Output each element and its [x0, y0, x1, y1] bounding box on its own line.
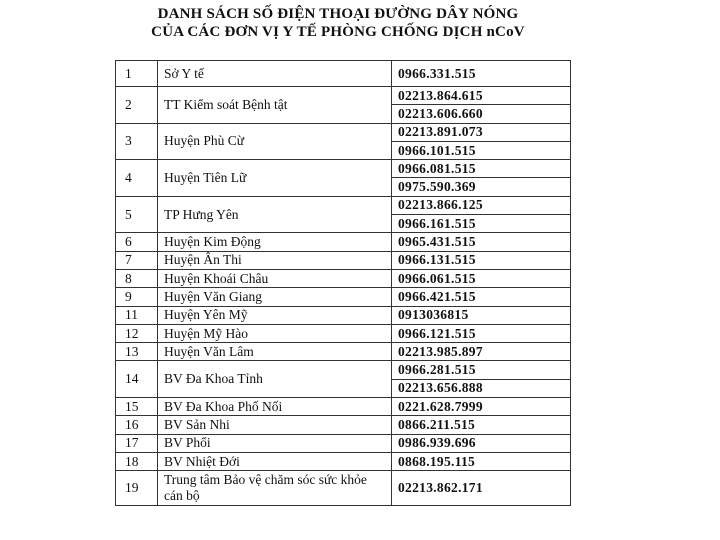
- table-row: [116, 61, 571, 87]
- unit-name-cell: Huyện Kim Động: [158, 233, 392, 251]
- row-number-cell: 15: [116, 398, 158, 416]
- phone-number-cell[interactable]: 02213.891.073: [392, 123, 571, 141]
- unit-name-cell: Huyện Mỹ Hào: [158, 324, 392, 342]
- unit-name-cell: TP Hưng Yên: [158, 196, 392, 233]
- phone-number-cell[interactable]: 0966.281.515: [392, 361, 571, 379]
- table-row: [116, 343, 571, 361]
- phone-number-cell[interactable]: 0868.195.115: [392, 452, 571, 470]
- unit-name-cell: Huyện Văn Lâm: [158, 343, 392, 361]
- phone-number-cell[interactable]: 0966.121.515: [392, 324, 571, 342]
- table-row: [116, 398, 571, 416]
- unit-name-cell: Huyện Ân Thi: [158, 251, 392, 269]
- table-row: [116, 471, 571, 506]
- phone-number-cell[interactable]: 0966.101.515: [392, 141, 571, 159]
- unit-name-cell: BV Phổi: [158, 434, 392, 452]
- table-row: [116, 196, 571, 214]
- phone-number-cell[interactable]: 0966.061.515: [392, 269, 571, 287]
- document-title-line-2: CỦA CÁC ĐƠN VỊ Y TẾ PHÒNG CHỐNG DỊCH nCoV: [151, 24, 525, 40]
- table-row: [116, 269, 571, 287]
- row-number-cell: 19: [116, 471, 158, 506]
- phone-number-cell[interactable]: 02213.864.615: [392, 87, 571, 105]
- row-number-cell: 18: [116, 452, 158, 470]
- row-number-cell: 9: [116, 288, 158, 306]
- table-row: [116, 434, 571, 452]
- table-row: [116, 123, 571, 141]
- table-row: [116, 361, 571, 379]
- phone-number-cell[interactable]: 0966.331.515: [392, 61, 571, 87]
- row-number-cell: 3: [116, 123, 158, 160]
- table-row: [116, 233, 571, 251]
- phone-number-cell[interactable]: 02213.985.897: [392, 343, 571, 361]
- row-number-cell: 17: [116, 434, 158, 452]
- phone-number-cell[interactable]: 0965.431.515: [392, 233, 571, 251]
- phone-number-cell[interactable]: 02213.656.888: [392, 379, 571, 397]
- table-row: [116, 324, 571, 342]
- unit-name-cell: BV Đa Khoa Phố Nối: [158, 398, 392, 416]
- hotline-table: [115, 60, 571, 506]
- phone-number-cell[interactable]: 0966.161.515: [392, 215, 571, 233]
- phone-number-cell[interactable]: 0966.421.515: [392, 288, 571, 306]
- row-number-cell: 13: [116, 343, 158, 361]
- table-row: [116, 87, 571, 105]
- unit-name-cell: BV Sản Nhi: [158, 416, 392, 434]
- phone-number-cell[interactable]: 0913036815: [392, 306, 571, 324]
- unit-name-cell: Huyện Tiên Lữ: [158, 160, 392, 197]
- row-number-cell: 14: [116, 361, 158, 398]
- unit-name-cell: BV Đa Khoa Tỉnh: [158, 361, 392, 398]
- table-row: [116, 306, 571, 324]
- phone-number-cell[interactable]: 0975.590.369: [392, 178, 571, 196]
- hotline-table-body: [116, 61, 571, 506]
- unit-name-cell: BV Nhiệt Đới: [158, 452, 392, 470]
- row-number-cell: 2: [116, 87, 158, 124]
- row-number-cell: 8: [116, 269, 158, 287]
- phone-number-cell[interactable]: 02213.862.171: [392, 471, 571, 506]
- row-number-cell: 5: [116, 196, 158, 233]
- row-number-cell: 6: [116, 233, 158, 251]
- unit-name-cell: Trung tâm Bảo vệ chăm sóc sức khỏe cán bộ: [158, 471, 392, 506]
- row-number-cell: 4: [116, 160, 158, 197]
- row-number-cell: 12: [116, 324, 158, 342]
- table-row: [116, 160, 571, 178]
- table-row: [116, 251, 571, 269]
- phone-number-cell[interactable]: 02213.866.125: [392, 196, 571, 214]
- row-number-cell: 7: [116, 251, 158, 269]
- phone-number-cell[interactable]: 0966.131.515: [392, 251, 571, 269]
- unit-name-cell: Huyện Yên Mỹ: [158, 306, 392, 324]
- unit-name-cell: Huyện Văn Giang: [158, 288, 392, 306]
- unit-name-cell: TT Kiểm soát Bệnh tật: [158, 87, 392, 124]
- row-number-cell: 1: [116, 61, 158, 87]
- unit-name-cell: Huyện Khoái Châu: [158, 269, 392, 287]
- phone-number-cell[interactable]: 02213.606.660: [392, 105, 571, 123]
- row-number-cell: 16: [116, 416, 158, 434]
- unit-name-cell: Sở Y tế: [158, 61, 392, 87]
- unit-name-cell: Huyện Phù Cừ: [158, 123, 392, 160]
- phone-number-cell[interactable]: 0866.211.515: [392, 416, 571, 434]
- row-number-cell: 11: [116, 306, 158, 324]
- table-row: [116, 416, 571, 434]
- phone-number-cell[interactable]: 0986.939.696: [392, 434, 571, 452]
- table-row: [116, 452, 571, 470]
- phone-number-cell[interactable]: 0966.081.515: [392, 160, 571, 178]
- phone-number-cell[interactable]: 0221.628.7999: [392, 398, 571, 416]
- document-title-line-1: DANH SÁCH SỐ ĐIỆN THOẠI ĐƯỜNG DÂY NÓNG: [157, 6, 519, 22]
- table-row: [116, 288, 571, 306]
